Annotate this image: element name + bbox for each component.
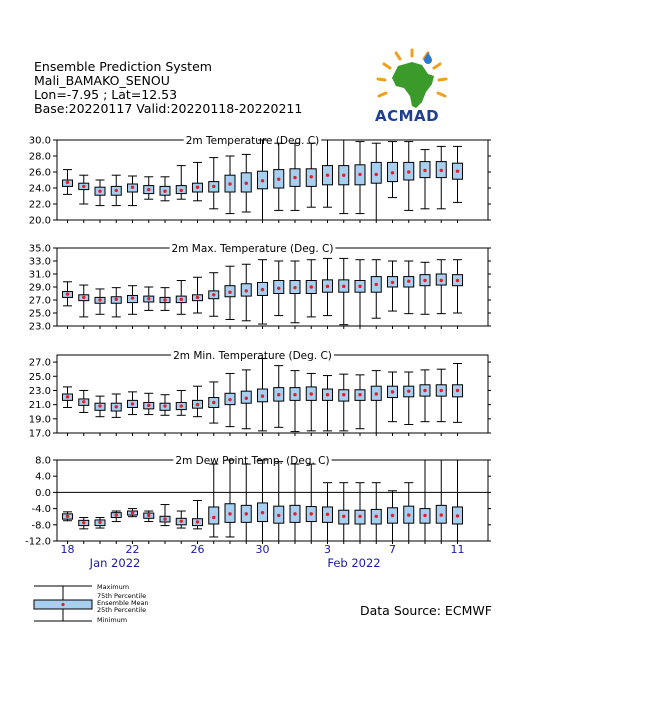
panel-title: 2m Max. Temperature (Deg. C) [171,243,334,255]
y-tick-label: 27.0 [28,295,51,307]
y-tick-label: 23.0 [28,385,51,397]
y-tick-label: 33.0 [28,256,51,268]
y-tick-label: 20.0 [28,215,51,227]
y-tick-label: 28.0 [28,151,51,163]
acmad-logo-text: ACMAD [375,107,440,125]
y-tick-label: 35.0 [28,243,51,255]
panel-title: 2m Temperature (Deg. C) [185,135,320,147]
x-tick-label: 22 [125,543,140,556]
x-tick-label: 26 [190,543,205,556]
legend-label: 25th Percentile [97,606,147,614]
y-tick-label: 30.0 [28,135,51,147]
panel-title: 2m Dew Point Temp. (Deg. C) [175,455,330,467]
y-tick-label: 8.0 [35,455,51,467]
y-tick-label: 17.0 [28,428,51,440]
header-line-dates: Base:20220117 Valid:20220118-20220211 [34,101,303,116]
x-month-label: Feb 2022 [327,556,381,570]
y-tick-label: 25.0 [28,371,51,383]
y-tick-label: 4.0 [35,471,51,483]
y-tick-label: 26.0 [28,167,51,179]
data-source-label: Data Source: ECMWF [360,603,492,618]
header-line-system: Ensemble Prediction System [34,59,212,74]
y-tick-label: 23.0 [28,321,51,333]
y-tick-label: -4.0 [31,504,51,516]
legend-label: Ensemble Mean [97,599,149,607]
y-tick-label: 27.0 [28,357,51,369]
y-tick-label: 21.0 [28,400,51,412]
header-line-coords: Lon=-7.95 ; Lat=12.53 [34,87,178,102]
y-tick-label: 19.0 [28,414,51,426]
legend-mean-marker [61,603,64,606]
y-tick-label: 24.0 [28,183,51,195]
panel-title: 2m Min. Temperature (Deg. C) [173,350,332,362]
legend-label: Maximum [97,583,130,591]
y-tick-label: 31.0 [28,269,51,281]
legend-label: Minimum [97,616,128,624]
x-tick-label: 11 [450,543,465,556]
y-tick-label: 22.0 [28,199,51,211]
header-line-station: Mali_BAMAKO_SENOU [34,73,170,88]
y-tick-label: -12.0 [25,536,51,548]
y-tick-label: 25.0 [28,308,51,320]
y-tick-label: 0.0 [35,487,51,499]
y-tick-label: 29.0 [28,282,51,294]
x-tick-label: 7 [389,543,396,556]
x-tick-label: 30 [255,543,270,556]
y-tick-label: -8.0 [31,520,51,532]
legend-label: 75th Percentile [97,592,147,600]
x-tick-label: 18 [60,543,75,556]
x-tick-label: 3 [324,543,331,556]
x-month-label: Jan 2022 [89,556,141,570]
